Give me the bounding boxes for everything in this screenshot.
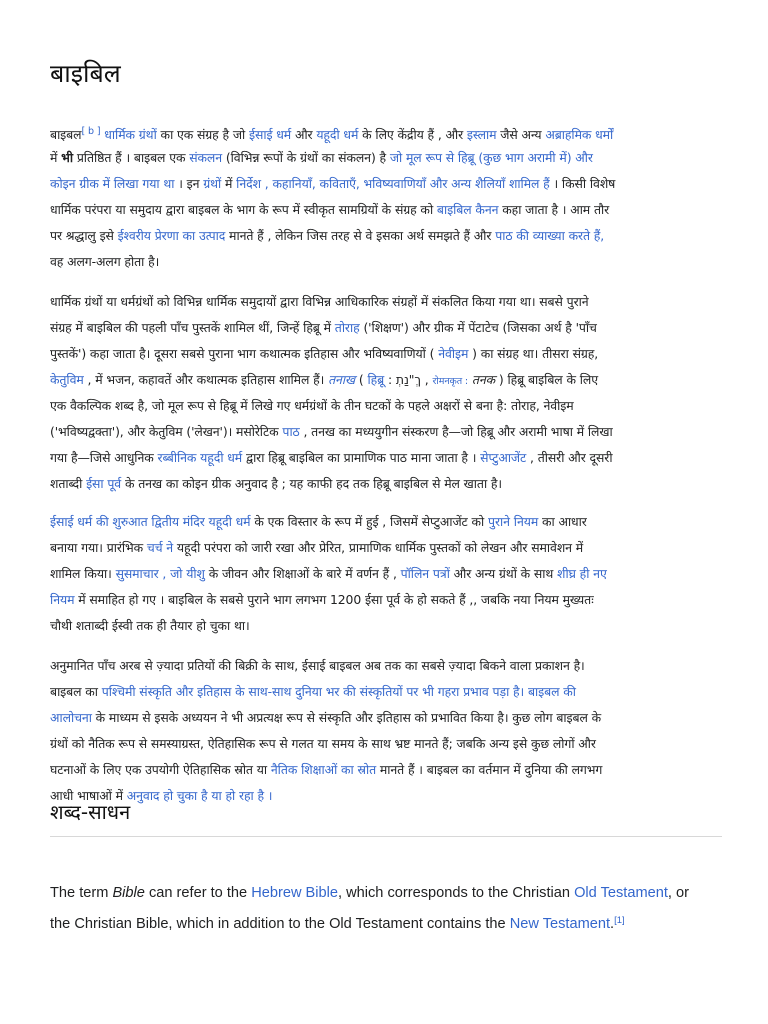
text-line: घटनाओं के लिए एक उपयोगी ऐतिहासिक स्रोत या नैतिक शिक्षाओं का स्रोत मानते हैं । बाइबल का वर्तमान में दुनिया की लगभग (50, 762, 603, 777)
paragraph-collections (50, 289, 722, 497)
text-line: The term Bible can refer to the Hebrew Bible, which corresponds to the Christian Old Testament, or (50, 885, 689, 901)
text-line: एक वैकल्पिक शब्द है, जो मूल रूप से हिब्रू में लिखे गए धर्मग्रंथों के तीन घटकों के पहले अक्षरों से बना है: तोराह, नेवीइम (50, 398, 574, 413)
link-original-languages[interactable]: जो मूल रूप से हिब्रू (कुछ भाग अरामी में) और (389, 150, 593, 165)
link-religious-texts[interactable]: धार्मिक ग्रंथों (104, 127, 157, 142)
text-line: धार्मिक परंपरा या समुदाय द्वारा बाइबल के भाग के रूप में स्वीकृत सामग्रियों के संग्रह को बाइबिल कैनन कहा जाता है । आम तौर (50, 202, 610, 217)
link-new-testament-cont[interactable]: नियम (50, 592, 75, 607)
link-interpretation[interactable]: पाठ की व्याख्या करते हैं, (495, 228, 605, 243)
link-translations[interactable]: अनुवाद हो चुका है या हो रहा है । (126, 788, 273, 803)
link-abrahamic-religions[interactable]: अब्राहमिक धर्मों (545, 127, 614, 142)
link-pauline-epistles[interactable]: पॉलिन पत्रों (400, 566, 450, 581)
text-line: गया है—जिसे आधुनिक रब्बीनिक यहूदी धर्म द्वारा हिब्रू बाइबिल का प्रामाणिक पाठ माना जाता है । सेप्टुआजेंट , तीसरी और दूसरी (50, 450, 613, 465)
text-line: आलोचना के माध्यम से इसके अध्ययन ने भी अप्रत्यक्ष रूप से संस्कृति और इतिहास को प्रभावित किया है। कुछ लोग बाइबल के (50, 710, 602, 725)
text-line: वह अलग-अलग होता है। (50, 254, 160, 269)
link-divine-inspiration[interactable]: ईश्वरीय प्रेरणा का उत्पाद (117, 228, 226, 243)
reference-link[interactable]: [1] (614, 915, 625, 926)
link-biblical-canon[interactable]: बाइबिल कैनन (436, 202, 499, 217)
text-line: आधी भाषाओं में अनुवाद हो चुका है या हो रहा है । (50, 788, 273, 803)
section-heading-etymology: शब्द-साधन (50, 796, 722, 837)
text-line: पर श्रद्धालु इसे ईश्वरीय प्रेरणा का उत्पाद मानते हैं , लेकिन जिस तरह से वे इसका अर्थ समझते हैं और पाठ की व्याख्या करते हैं, (50, 228, 605, 243)
paragraph-christianity (50, 509, 722, 639)
link-new-testament-en[interactable]: New Testament (509, 916, 611, 932)
link-hebrew-bible[interactable]: Hebrew Bible (251, 885, 338, 901)
text-line: the Christian Bible, which in addition to the Old Testament contains the New Testament.[1] (50, 915, 625, 932)
paragraph-influence (50, 653, 722, 809)
link-hebrew[interactable]: हिब्रू (367, 372, 385, 387)
link-old-testament[interactable]: पुराने नियम (488, 514, 539, 529)
text-line: बाइबल[ b ] धार्मिक ग्रंथों का एक संग्रह है जो ईसाई धर्म और यहूदी धर्म के लिए केंद्रीय हैं , और इस्लाम जैसे अन्य अब्राहमिक धर्मों (50, 126, 614, 142)
text-line: ईसाई धर्म की शुरुआत द्वितीय मंदिर यहूदी धर्म के एक विस्तार के रूप में हुई , जिसमें सेप्टुआजेंट को पुराने नियम का आधार (50, 514, 587, 529)
text-line: में भी प्रतिष्ठित हैं । बाइबल एक संकलन (विभिन्न रूपों के ग्रंथों का संकलन) है जो मूल रूप से हिब्रू (कुछ भाग अरामी में) और (50, 150, 593, 165)
text-line: कोइन ग्रीक में लिखा गया था । इन ग्रंथों में निर्देश , कहानियाँ, कविताएँ, भविष्यवाणियाँ और अन्य शैलियाँ शामिल हैं । किसी विशेष (50, 176, 616, 191)
text-line: संग्रह में बाइबिल की पहली पाँच पुस्तकें शामिल थीं, जिन्हें हिब्रू में तोराह ('शिक्षण') और ग्रीक में पेंटाटेच (जिसका अर्थ है 'पाँच (50, 320, 597, 335)
text-line: केतुविम , में भजन, कहावतें और कथात्मक इतिहास शामिल हैं। तनाख ( हिब्रू : ךְ"נַתְ , रोमनकृत : तनक ) हिब्रू बाइबिल के लिए (50, 372, 598, 387)
text-line: ग्रंथों को नैतिक रूप से समस्याग्रस्त, ऐतिहासिक रूप से गलत या समय के साथ भ्रष्ट मानते हैं; जबकि अन्य इसे कुछ लोगों और (50, 736, 596, 751)
reference-link[interactable]: [ b ] (81, 126, 101, 137)
link-bce[interactable]: ईसा पूर्व (86, 476, 122, 491)
link-western-culture[interactable]: पश्चिमी संस्कृति और इतिहास के साथ-साथ दुनिया भर की संस्कृतियों पर भी गहरा प्रभाव पड़ा है। (101, 684, 525, 699)
link-christianity[interactable]: ईसाई धर्म (248, 127, 292, 142)
link-tanakh[interactable]: तनाख (328, 372, 356, 387)
text-line: पुस्तकें') कहा जाता है। दूसरा सबसे पुराना भाग कथात्मक इतिहास और भविष्यवाणियों ( नेवीइम ) का संग्रह था। तीसरा संग्रह, (50, 346, 599, 361)
link-koine-greek[interactable]: कोइन ग्रीक में लिखा गया था (50, 176, 175, 191)
link-septuagint[interactable]: सेप्टुआजेंट (480, 450, 527, 465)
link-compilation[interactable]: संकलन (189, 150, 222, 165)
link-criticism[interactable]: आलोचना (50, 710, 92, 725)
text-line: ('भविष्यद्वक्ता'), और केतुविम ('लेखन')। मसोरेटिक पाठ , तनख का मध्ययुगीन संस्करण है—जो हिब्रू और अरामी भाषा में लिखा (50, 424, 613, 439)
link-torah[interactable]: तोराह (334, 320, 360, 335)
link-biblical-criticism[interactable]: बाइबल की (527, 684, 576, 699)
link-second-temple-judaism[interactable]: ईसाई धर्म की शुरुआत द्वितीय मंदिर यहूदी धर्म (50, 514, 251, 529)
text-line: अनुमानित पाँच अरब से ज़्यादा प्रतियों की बिक्री के साथ, ईसाई बाइबल अब तक का सबसे ज़्यादा बिकने वाला प्रकाशन है। (50, 658, 585, 673)
link-rabbinic-judaism[interactable]: रब्बीनिक यहूदी धर्म (157, 450, 243, 465)
link-ketuvim[interactable]: केतुविम (50, 372, 84, 387)
link-islam[interactable]: इस्लाम (466, 127, 497, 142)
link-masoretic-text[interactable]: पाठ (282, 424, 300, 439)
text-line: शामिल किया। सुसमाचार , जो यीशु के जीवन और शिक्षाओं के बारे में वर्णन हैं , पॉलिन पत्रों और अन्य ग्रंथों के साथ शीघ्र ही नए (50, 566, 607, 581)
link-nevi-im[interactable]: नेवीइम (438, 346, 469, 361)
text-line: बाइबल का पश्चिमी संस्कृति और इतिहास के साथ-साथ दुनिया भर की संस्कृतियों पर भी गहरा प्रभाव पड़ा है। बाइबल की (50, 684, 576, 699)
link-early-church[interactable]: चर्च ने (146, 540, 174, 555)
link-new-testament[interactable]: शीघ्र ही नए (557, 566, 607, 581)
text-line: बनाया गया। प्रारंभिक चर्च ने यहूदी परंपरा को जारी रखा और प्रेरित, प्रामाणिक धार्मिक पुस्तकों को लेखन और समावेशन में (50, 540, 584, 555)
link-old-testament-en[interactable]: Old Testament (574, 885, 668, 901)
paragraph-intro (50, 119, 722, 275)
paragraph-etymology (50, 880, 722, 934)
link-moral-teachings[interactable]: नैतिक शिक्षाओं का स्रोत (270, 762, 377, 777)
text-line: शताब्दी ईसा पूर्व के तनख का कोइन ग्रीक अनुवाद है ; यह काफी हद तक हिब्रू बाइबिल से मेल खाता है। (50, 476, 502, 491)
text-line: धार्मिक ग्रंथों या धर्मग्रंथों को विभिन्न धार्मिक समुदायों द्वारा विभिन्न आधिकारिक संग्रहों में संकलित किया गया था। सबसे पुराने (50, 294, 589, 309)
link-texts[interactable]: ग्रंथों (203, 176, 222, 191)
page-title: बाइबिल (50, 59, 121, 88)
text-line: नियम में समाहित हो गए । बाइबिल के सबसे पुराने भाग लगभग 1200 ईसा पूर्व के हो सकते हैं ,, जबकि नया नियम मुख्यतः (50, 592, 594, 607)
link-genres[interactable]: निर्देश , कहानियाँ, कविताएँ, भविष्यवाणियाँ और अन्य शैलियाँ शामिल हैं (236, 176, 550, 191)
link-romanized[interactable]: रोमनकृत : (432, 376, 469, 387)
link-gospels[interactable]: सुसमाचार , जो यीशु (115, 566, 205, 581)
text-line: चौथी शताब्दी ईस्वी तक ही तैयार हो चुका था। (50, 618, 250, 633)
link-judaism[interactable]: यहूदी धर्म (316, 127, 359, 142)
